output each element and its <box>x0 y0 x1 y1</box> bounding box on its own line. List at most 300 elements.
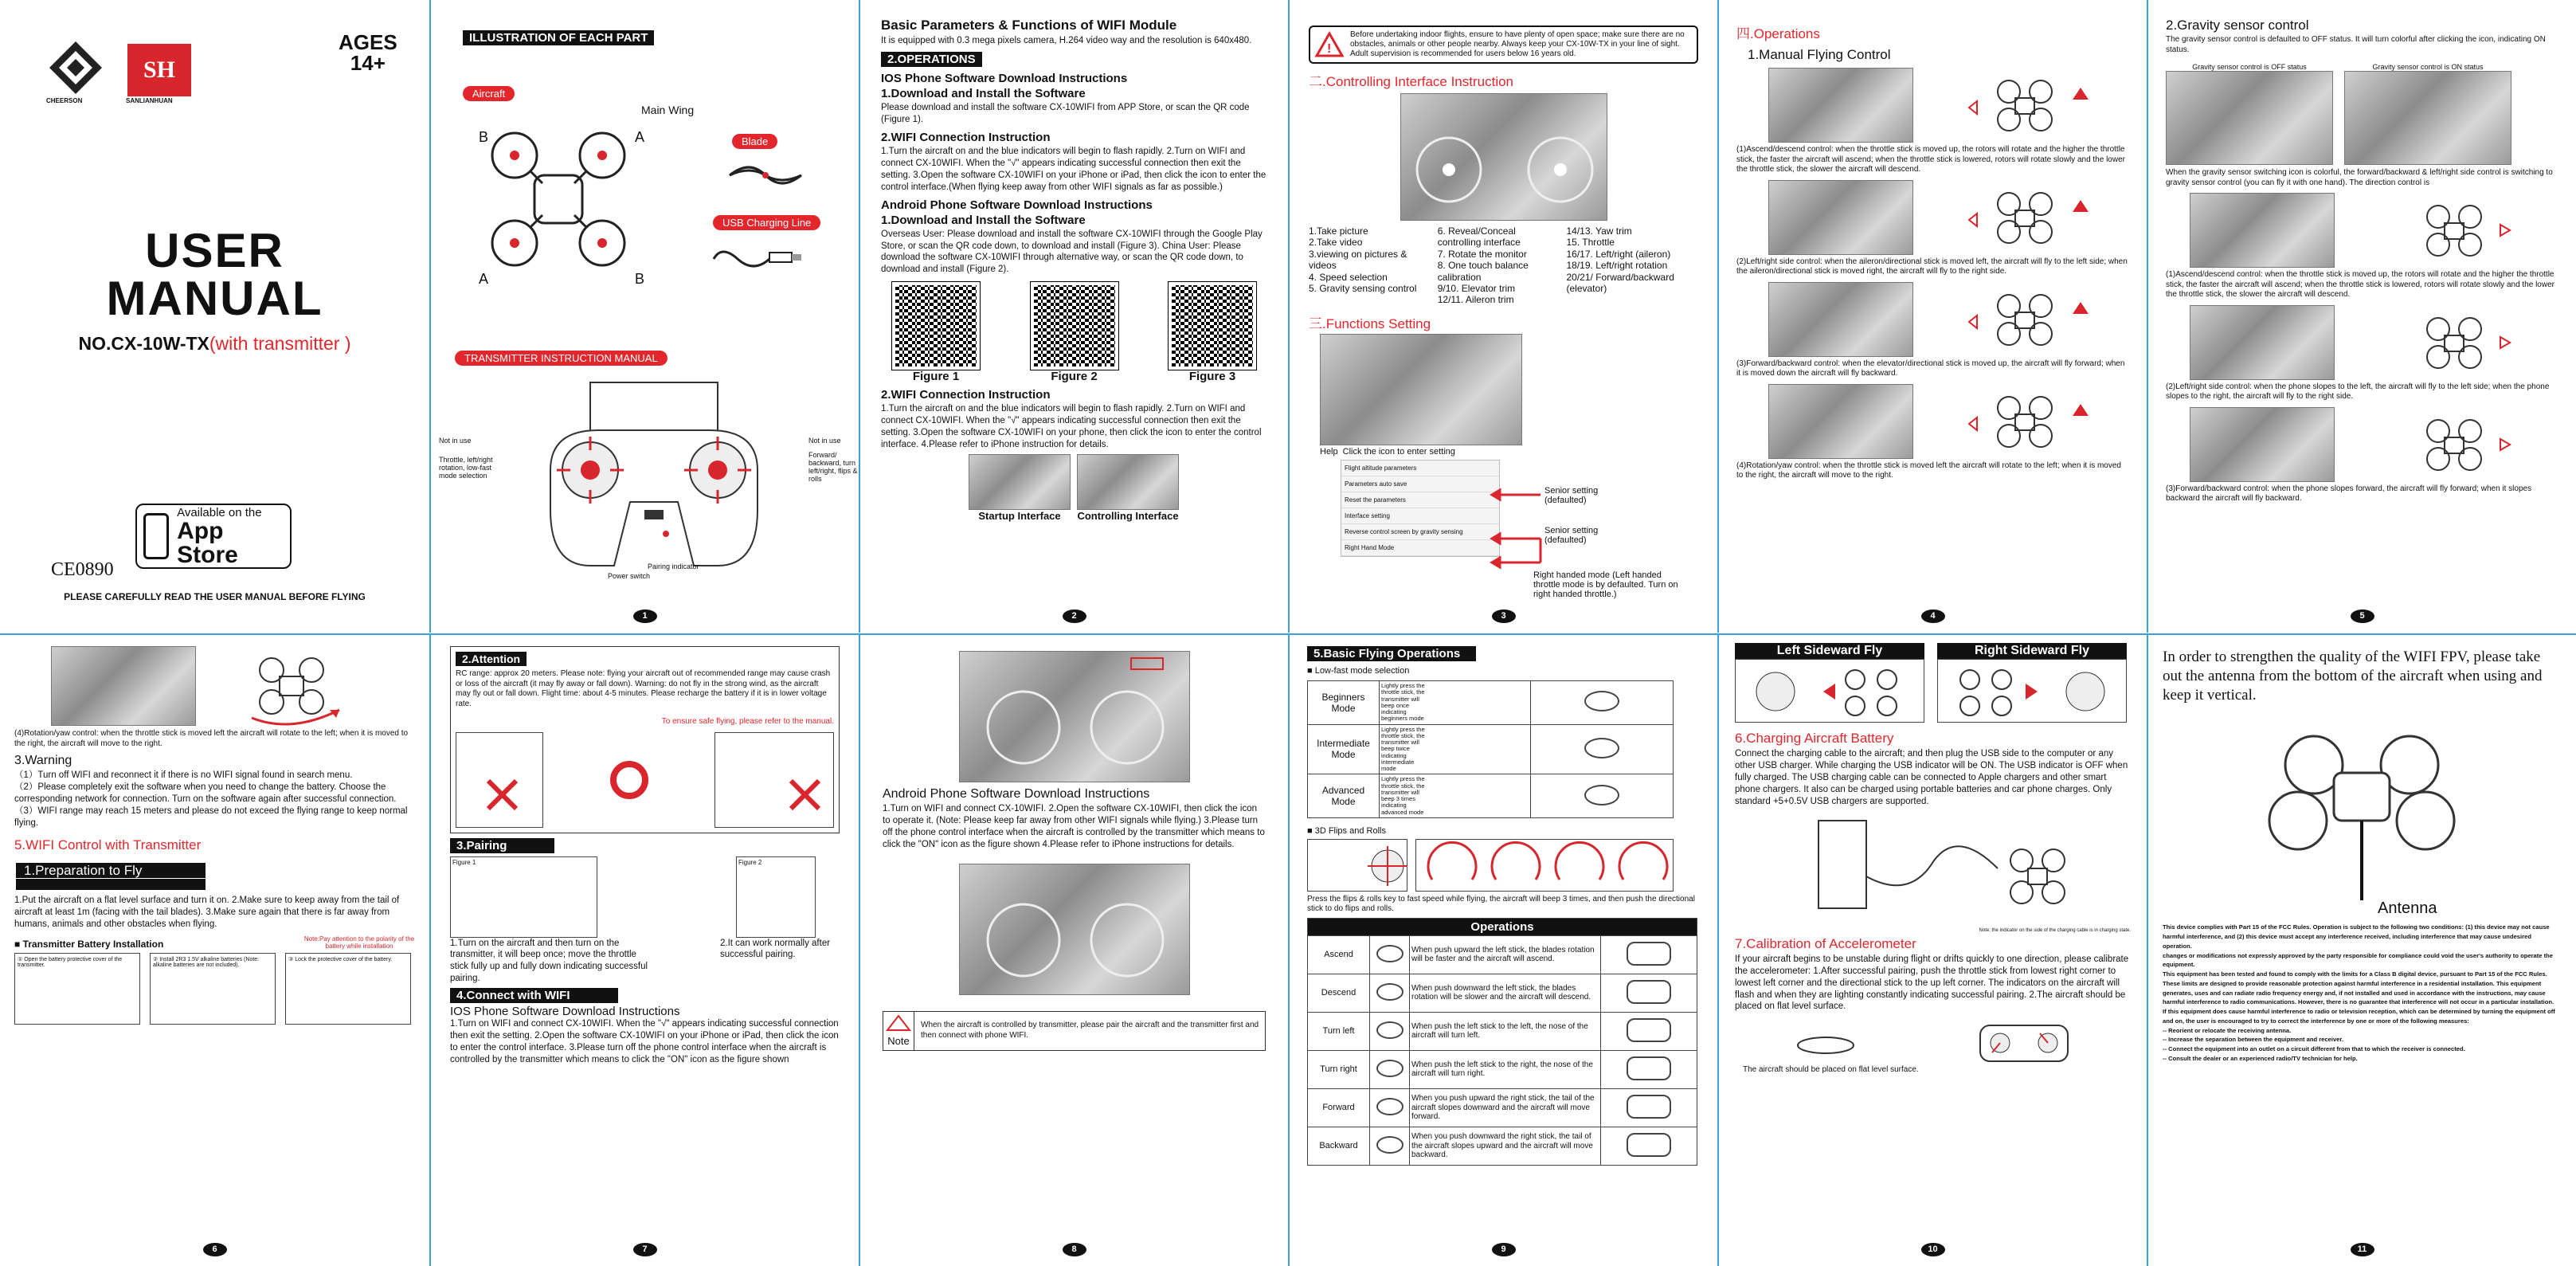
operation-desc: When push the left stick to the right, the nose of the aircraft will turn right. <box>1410 1050 1601 1088</box>
legend-item: 8. One touch balance calibration <box>1437 260 1529 283</box>
aircraft-label: Aircraft <box>463 86 515 101</box>
battery-steps <box>14 953 415 1025</box>
gravity-screenshot <box>2190 193 2335 268</box>
page-number: 1 <box>633 609 657 623</box>
wifi-text: 1.Turn the aircraft on and the blue indicators will begin to flash rapidly. 2.Turn on WIFI and connect CX-10WIFI. When the "√" appears indicating successful connection then exit the setting. 3.Open the software CX-10WIFI on your iPhone or iPad, then click the icon to enter the control interface.(When flying keep away from other WIFI signals as far as possible.) <box>881 146 1266 192</box>
android-text: 1.Turn on WIFI and connect CX-10WIFI. 2.Open the software CX-10WIFI, then click the icon to operate it. (Note: Please keep far away from other WIFI signals while flying.) 3.Please turn off the phone control interface when the aircraft is controlled by the transmitter which means to click the "ON" icon as the figure shown 4.Please refer to iPhone instructions for details. <box>883 804 1265 849</box>
mode-row <box>1308 774 1674 818</box>
transmitter-diagram <box>503 374 805 582</box>
modes-table <box>1307 680 1674 818</box>
ios-download-title: IOS Phone Software Download Instructions <box>450 1005 680 1019</box>
low-fast-title: ■ Low-fast mode selection <box>1307 666 1410 676</box>
fcc-measure-1: -- Reorient or relocate the receiving antenna. <box>2163 1026 2292 1034</box>
flips-title: ■ 3D Flips and Rolls <box>1307 825 1386 836</box>
operation-tx-cell <box>1601 974 1697 1012</box>
panel-controlling <box>1288 0 1717 633</box>
label-a-top: A <box>635 129 645 145</box>
operation-desc: When push upward the left stick, the blades rotation will be faster and the aircraft will ascend. <box>1410 935 1601 974</box>
not-in-use-left: Not in use <box>439 437 472 445</box>
antenna-drone-diagram <box>2163 709 2561 908</box>
charging-diagram <box>1735 813 2125 924</box>
flips-tx-diagram <box>1307 839 1407 892</box>
battery-note: Note:Pay attention to the polarity of the battery while installation <box>303 935 415 950</box>
mode-desc-cell <box>1380 774 1531 818</box>
help-row <box>1320 447 1698 457</box>
operation-tx-icon <box>1627 942 1671 966</box>
settings-menu-item: Right Hand Mode <box>1341 540 1499 556</box>
tx-header: TRANSMITTER INSTRUCTION MANUAL <box>455 351 667 366</box>
mode-desc: Lightly press the throttle stick, the transmitter will beep 3 times indicating advanced mode <box>1381 775 1425 816</box>
operation-row <box>1736 384 2129 481</box>
gravity-status-row <box>2166 63 2558 165</box>
operation-name: Ascend <box>1308 935 1370 974</box>
drone-direction-diagram <box>1953 180 2096 255</box>
controlling-label: Controlling Interface <box>1077 510 1179 523</box>
warning-3: （3）WIFI range may reach 15 meters and please do not exceed the flying range to keep normal flying. <box>14 805 408 828</box>
operation-row <box>1736 282 2129 379</box>
connect-wifi-text: 1.Turn on WIFI and connect CX-10WIFI. When the "√" appears indicating successful connection then exit the setting. 2.Open the software CX-10WIFI on your iPhone or iPad, then click the icon to enter the control interface. 3.Please turn off the phone control interface when the aircraft is controlled by the transmitter which means to click the "ON" icon as the figure shown <box>450 1019 839 1065</box>
legend-item: 9/10. Elevator trim <box>1437 282 1516 294</box>
gravity-switch-text: When the gravity sensor switching icon is colorful, the forward/backward & left/right side control is switching to gravity sensor control (you can fly it with one hand). The direction control is <box>2166 168 2553 187</box>
download2-text: Overseas User: Please download and install the software CX-10WIFI through the Google Play Store, or scan the QR code down, to download and install (Figure 3). China User: Please download the software CX-10WIFI through alternative way, or scan the QR code down, to download and install (Figure 2). <box>881 229 1263 275</box>
warning-box <box>1309 25 1698 64</box>
fcc-measure-3: -- Connect the equipment into an outlet on a circuit different from that to which the receiver is connected. <box>2163 1045 2465 1053</box>
operation-row <box>1308 1088 1697 1127</box>
legend-item: 3.viewing on pictures & videos <box>1309 248 1407 272</box>
legend-item: 15. Throttle <box>1566 237 1615 249</box>
qr-code-2[interactable] <box>1031 282 1118 370</box>
settings-menu-item: Parameters auto save <box>1341 476 1499 492</box>
cover-footer: PLEASE CAREFULLY READ THE USER MANUAL BEFORE FLYING <box>64 591 366 602</box>
panel-charging <box>1717 633 2147 1266</box>
gravity-text: (3)Forward/backward control: when the phone slopes forward, the aircraft will fly forward; when it slopes backward the aircraft will fly backward. <box>2166 484 2532 503</box>
mode-desc-cell <box>1380 724 1531 774</box>
preparation-title <box>16 863 206 890</box>
rotation-figures <box>51 646 415 726</box>
preparation-text: 1.Put the aircraft on a flat level surface and turn it on. 2.Make sure to keep away from the tail of aircraft at least 1m (facing with the tail blades). 3.Make sure again that there is far away from humans, animals and other obstacles when flying. <box>14 895 400 929</box>
charging-note: Note: the indicator on the side of the charging cable is in charging state. <box>1979 927 2131 933</box>
qr-row <box>881 282 1267 383</box>
warning-title: 3.Warning <box>14 754 72 767</box>
figure-3-label: Figure 3 <box>1188 370 1236 384</box>
ios-title: IOS Phone Software Download Instructions <box>881 71 1128 85</box>
operation-row <box>1736 68 2129 175</box>
left-sideward-label: Left Sideward Fly <box>1735 643 1924 659</box>
blade-label: Blade <box>732 134 777 149</box>
android-title: Android Phone Software Download Instructions <box>883 787 1150 801</box>
wifi-title: 2.WIFI Connection Instruction <box>881 130 1051 144</box>
drone-direction-diagram <box>1953 68 2096 143</box>
gravity-text: (2)Left/right side control: when the phone slopes to the left, the aircraft will fly to the left side; when the phone slopes to the right, the aircraft will fly to the right side. <box>2166 382 2550 401</box>
operation-drone-icon <box>1376 945 1403 962</box>
left-sideward-box <box>1735 643 1924 723</box>
startup-label: Startup Interface <box>978 510 1061 523</box>
operation-tx-cell <box>1601 1088 1697 1127</box>
title-user: USER <box>145 224 284 277</box>
operation-screenshot <box>1768 384 1913 459</box>
legend-item: 6. Reveal/Conceal controlling interface <box>1437 225 1521 249</box>
ce-mark: CE0890 <box>51 559 114 580</box>
fcc-4: If this equipment does cause harmful interference to radio or television reception, which can be determined by turning the equipment off and on, the user is encouraged to try to correct the interference by one or more of the following measures: <box>2163 1008 2555 1025</box>
antenna-label: Antenna <box>2378 900 2437 918</box>
operation-desc: When you push downward the right stick, the tail of the aircraft slopes upward and the aircraft will move backward. <box>1410 1127 1601 1165</box>
sanlianhuan-logo: SH <box>127 44 191 96</box>
note-label: Note <box>887 1034 910 1047</box>
flips-diagrams <box>1307 839 1700 892</box>
flips-drone-sequence <box>1415 839 1674 892</box>
pairing-figure-1-label: Figure 1 <box>452 858 476 866</box>
page-number: 11 <box>2351 1243 2374 1256</box>
left-stick-desc: Throttle, left/right rotation, low-fast mode selection <box>439 456 493 480</box>
safety-img-3 <box>714 732 834 828</box>
mode-row <box>1308 681 1674 725</box>
battery-step-1-text: ① Open the battery protective cover of the transmitter. <box>18 956 123 968</box>
calibration-title: 7.Calibration of Accelerometer <box>1735 935 1916 951</box>
download-title: 1.Download and Install the Software <box>881 86 1086 100</box>
operation-icon-cell <box>1370 935 1410 974</box>
operation-drone-icon <box>1376 1098 1403 1115</box>
calibration-note: The aircraft should be placed on flat level surface. <box>1743 1065 1919 1075</box>
connect-wifi-title: 4.Connect with WIFI <box>450 988 618 1003</box>
legend-item: 4. Speed selection <box>1309 271 1388 283</box>
operation-tx-cell <box>1601 1050 1697 1088</box>
pairing-text-row <box>450 938 840 986</box>
mode-desc-cell <box>1380 681 1531 725</box>
senior-setting-2: Senior setting (defaulted) <box>1544 526 1599 545</box>
ages-number: 14+ <box>350 51 386 75</box>
controlling-screenshot <box>1077 454 1179 510</box>
warning-icon <box>1315 32 1344 57</box>
drone-direction-diagram <box>2382 407 2526 482</box>
right-sideward-diagram <box>1937 659 2127 723</box>
drone-direction-diagram <box>1953 384 2096 459</box>
operation-drone-icon <box>1376 1136 1403 1154</box>
page-number: 5 <box>2351 609 2374 623</box>
drone-direction-diagram <box>1953 282 2096 357</box>
legend-col-3 <box>1567 225 1698 306</box>
model-suffix: (with transmitter ) <box>209 333 351 354</box>
functions-screenshot <box>1320 334 1522 445</box>
warning-2: （2）Please completely exit the software when you need to change the battery. Choose the corresponding network for connection. Turn on the software again after successful connection. <box>14 782 397 804</box>
operation-row <box>1308 935 1697 974</box>
model-line <box>0 333 429 355</box>
calibration-drone <box>1794 1025 1858 1057</box>
mode-drone-cell <box>1531 774 1674 818</box>
legend-item: 2.Take video <box>1309 237 1363 249</box>
download2-title: 1.Download and Install the Software <box>881 213 1086 227</box>
aircraft-diagram <box>471 120 646 279</box>
pairing-figure-1 <box>450 856 597 938</box>
not-in-use-right: Not in use <box>808 437 841 445</box>
operation-tx-icon <box>1627 1095 1671 1119</box>
operation-screenshot <box>1768 282 1913 357</box>
panel-warning <box>0 633 429 1266</box>
legend-item: 16/17. Left/right (aileron) <box>1566 248 1671 260</box>
safety-img-1 <box>456 732 543 828</box>
warning-text: Before undertaking indoor flights, ensure to have plenty of open space; make sure there are no obstacles, animals or other people nearby. Always keep your CX-10W-TX in your line of sight. Adult supervision is recommended for users below 16 years old. <box>1350 30 1685 58</box>
sideward-row <box>1735 643 2131 723</box>
operation-text: (1)Ascend/descend control: when the throttle stick is moved up, the rotors will rotate and the higher the throttle stick, the faster the aircraft will ascend; when the throttle stick is lowered, rotors will rotate slowly and the lower the throttle stick, the slower the aircraft will descend. <box>1736 145 2125 174</box>
flips-text: Press the flips & rolls key to fast speed while flying, the aircraft will beep 3 times, and then push the directional stick to do flips and rolls. <box>1307 894 1695 914</box>
charging-text: Connect the charging cable to the aircraft; and then plug the USB side to the computer or any other USB charger. While charging the USB indicator will be ON. The USB indicator is OFF when fully charged. The USB charging cable can be connected to Apple chargers and other smart phone chargers. It also can be charged using portable batteries and car phone charges. Only standard +5+0.5V USB chargers are supported. <box>1735 749 2128 806</box>
usb-cable-icon <box>710 239 805 271</box>
note-badge <box>883 1012 914 1050</box>
operation-row <box>1736 180 2129 277</box>
main-wing-label: Main Wing <box>641 104 695 116</box>
usb-label: USB Charging Line <box>713 215 820 230</box>
battery-step-1 <box>14 953 140 1025</box>
operation-icon-cell <box>1370 1012 1410 1050</box>
fcc-2: changes or modifications not expressly approved by the party responsible for compliance could void the user's authority to operate the equipment. <box>2163 951 2554 969</box>
operations-table <box>1307 918 1697 1166</box>
fcc-measure-2: -- Increase the separation between the equipment and receiver. <box>2163 1036 2344 1044</box>
mode-drone-icon <box>1584 785 1619 805</box>
operation-tx-icon <box>1627 1056 1671 1080</box>
wifi-control-title: 5.WIFI Control with Transmitter <box>14 837 202 852</box>
warning-1: （1）Turn off WIFI and reconnect it if there is no WIFI signal found in search menu. <box>14 770 353 780</box>
operation-screenshot <box>1768 68 1913 143</box>
drone-direction-diagram <box>2382 305 2526 380</box>
operation-text: (2)Left/right side control: when the aileron/directional stick is moved left, the aircraft will fly to the left side; when the aileron/directional stick is moved right, the aircraft will fly to the right side. <box>1736 257 2128 276</box>
page-number: 7 <box>633 1243 657 1256</box>
gravity-on-label: Gravity sensor control is ON status <box>2372 63 2484 71</box>
operation-figures <box>1768 180 2129 255</box>
legend-item: 5. Gravity sensing control <box>1309 282 1417 294</box>
gravity-screenshot <box>2190 305 2335 380</box>
pairing-figure-2-label: Figure 2 <box>738 858 762 866</box>
safe-flying-note: To ensure safe flying, please refer to the manual. <box>661 717 834 726</box>
fcc-1: This device complies with Part 15 of the FCC Rules. Operation is subject to the following two conditions: (1) this device may not cause harmful interference, and (2) this device must accept any interference received, including interference that may cause undesired operation. <box>2163 923 2550 950</box>
control-legend <box>1309 225 1698 306</box>
operation-tx-cell <box>1601 935 1697 974</box>
operation-row <box>1308 1050 1697 1088</box>
fcc-measure-4: -- Consult the dealer or an experienced radio/TV technician for help. <box>2163 1054 2358 1062</box>
mode-name: Intermediate Mode <box>1308 724 1380 774</box>
model-number: NO.CX-10W-TX <box>78 333 209 354</box>
page-number: 6 <box>203 1243 227 1256</box>
operation-tx-cell <box>1601 1012 1697 1050</box>
settings-arrows <box>1489 483 1544 570</box>
controlling-interface-screenshot <box>1400 93 1607 221</box>
functions-title: 三.Functions Setting <box>1309 316 1431 331</box>
page-number: 2 <box>1063 609 1086 623</box>
note-text: When the aircraft is controlled by transmitter, please pair the aircraft and the transmitter first and then connect with phone WIFI. <box>921 1021 1259 1040</box>
operation-icon-cell <box>1370 1127 1410 1165</box>
panel-basic-flying <box>1288 633 1717 1266</box>
mode-drone-icon <box>1584 691 1619 711</box>
operation-name: Backward <box>1308 1127 1370 1165</box>
basic-params-text: It is equipped with 0.3 mega pixels camera, H.264 video way and the resolution is 640x480. <box>881 36 1252 45</box>
attention-title: 2.Attention <box>456 652 527 666</box>
rotation-drone-diagram <box>228 646 355 726</box>
battery-step-3-text: ③ Lock the protective cover of the battery. <box>288 956 393 962</box>
operation-text: (4)Rotation/yaw control: when the throttle stick is moved left the aircraft will rotate to the left; when it is moved to the right, the aircraft will move to the right. <box>1736 461 2121 480</box>
antenna-intro: In order to strengthen the quality of the WIFI FPV, please take out the antenna from the bottom of the aircraft when using and keep it vertical. <box>2163 649 2543 704</box>
gravity-text: (1)Ascend/descend control: when the throttle stick is moved up, the rotors will rotate and the higher the throttle stick, the faster the aircraft will ascend; when the throttle stick is lowered, rotors will rotate slowly and the lower the throttle stick, the slower the aircraft will descend. <box>2166 270 2554 299</box>
operation-name: Descend <box>1308 974 1370 1012</box>
mode-row <box>1308 724 1674 774</box>
startup-screenshot <box>969 454 1071 510</box>
operation-drone-icon <box>1376 1060 1403 1077</box>
gravity-figures <box>2190 407 2558 482</box>
panel-cover <box>0 0 429 633</box>
legend-col-1 <box>1309 225 1433 306</box>
legend-item: 20/21/ Forward/backward (elevator) <box>1566 271 1674 294</box>
calibration-text: If your aircraft begins to be unstable during flight or drifts quickly to one direction, please calibrate the accelerometer: 1.After successful pairing, push the throttle stick from lowest right corner to lowest left corner and the directional stick to the up left corner. The indicators on the aircraft will flash and when they are lighting constantly indicating successful pairing. 2.The aircraft should be placed on flat level surface. <box>1735 954 2129 1012</box>
calibration-diagrams <box>1735 1017 2131 1065</box>
preparation-title-text: 1.Preparation to Fly <box>16 863 206 878</box>
operations-tag: 2.OPERATIONS <box>881 52 982 67</box>
help-label: Help <box>1320 446 1338 457</box>
operation-icon-cell <box>1370 1050 1410 1088</box>
pairing-text-1: 1.Turn on the aircraft and then turn on the transmitter, it will beep once; move the throttle stick fully up and fully down indicating successful pairing. <box>450 938 648 984</box>
panel-operations <box>1717 0 2147 633</box>
pairing-text-2: 2.It can work normally after successful pairing. <box>720 938 831 960</box>
operation-name: Forward <box>1308 1088 1370 1127</box>
mode-drone-icon <box>1584 738 1619 758</box>
legend-item: 18/19. Left/right rotation <box>1566 260 1668 272</box>
operation-row <box>1308 974 1697 1012</box>
label-b-bottom: B <box>635 271 645 287</box>
fcc-statement <box>2163 923 2562 1063</box>
ages-label: AGES <box>339 30 397 54</box>
mode-drone-cell <box>1531 724 1674 774</box>
operation-tx-icon <box>1627 1133 1671 1157</box>
gravity-title: 2.Gravity sensor control <box>2166 18 2309 33</box>
figure-2-label: Figure 2 <box>1051 370 1098 384</box>
operation-tx-icon <box>1627 980 1671 1004</box>
attention-box <box>450 646 840 833</box>
pairing-figures <box>450 856 840 938</box>
battery-step-2-text: ② Install 2R3 1.5V alkaline batteries (Note: alkaline batteries are not included). <box>153 956 260 968</box>
pairing-figure-2 <box>736 856 816 938</box>
settings-menu <box>1341 460 1500 557</box>
page-number: 10 <box>1921 1243 1945 1256</box>
help-note: Click the icon to enter setting <box>1342 446 1455 457</box>
mode-name: Advanced Mode <box>1308 774 1380 818</box>
operation-desc: When you push upward the right stick, the tail of the aircraft slopes downward and the aircraft will move forward. <box>1410 1088 1601 1127</box>
interface-thumbs <box>969 454 1267 522</box>
wifi2-title: 2.WIFI Connection Instruction <box>881 388 1051 402</box>
operation-icon-cell <box>1370 1088 1410 1127</box>
panel-gravity <box>2147 0 2576 633</box>
legend-col-2 <box>1438 225 1562 306</box>
parts-header: ILLUSTRATION OF EACH PART <box>463 30 654 45</box>
gravity-on-screenshot <box>2344 71 2511 165</box>
operation-drone-icon <box>1376 983 1403 1001</box>
panel-android <box>859 633 1288 1266</box>
gravity-intro: The gravity sensor control is defaulted to OFF status. It will turn colorful after clicking the icon, indicating ON status. <box>2166 35 2546 54</box>
page-number: 9 <box>1492 1243 1516 1256</box>
right-sideward-label: Right Sideward Fly <box>1937 643 2127 659</box>
operation-tx-cell <box>1601 1127 1697 1165</box>
page-number: 4 <box>1921 609 1945 623</box>
qr-code-1[interactable] <box>892 282 980 370</box>
title-manual: MANUAL <box>106 272 323 325</box>
settings-menu-item: Interface setting <box>1341 508 1499 524</box>
android-title: Android Phone Software Download Instructions <box>881 198 1153 212</box>
fcc-3: This equipment has been tested and found to comply with the limits for a Class B digital device, pursuant to Part 15 of the FCC Rules. These limits are designed to provide reasonable protection against harmful interference in a residential installation. This equipment generates, uses and can radiate radio frequency energy and, if not installed and used in accordance with the instructions, may cause harmful interference to radio communications. However, there is no guarantee that interference will not occur in a particular installation. <box>2163 970 2554 1006</box>
charging-title: 6.Charging Aircraft Battery <box>1735 731 1894 746</box>
right-sideward-box <box>1937 643 2127 723</box>
settings-menu-item: Reverse control screen by gravity sensing <box>1341 524 1499 540</box>
operation-desc: When push downward the left stick, the blades rotation will be slower and the aircraft will descend. <box>1410 974 1601 1012</box>
drone-direction-diagram <box>2382 193 2526 268</box>
operation-figures <box>1768 282 2129 357</box>
legend-item: 12/11. Aileron trim <box>1437 294 1514 306</box>
page-number: 3 <box>1492 609 1516 623</box>
operation-row <box>1308 1012 1697 1050</box>
operation-screenshot <box>1768 180 1913 255</box>
gravity-row <box>2166 407 2558 504</box>
age-badge <box>339 32 397 73</box>
left-sideward-diagram <box>1735 659 1924 723</box>
figure-1-label: Figure 1 <box>912 370 960 384</box>
operations-header: Operations <box>1308 918 1697 935</box>
operation-row <box>1308 1127 1697 1165</box>
mode-drone-cell <box>1531 681 1674 725</box>
gravity-off-label: Gravity sensor control is OFF status <box>2192 63 2307 71</box>
gravity-off-screenshot <box>2166 71 2333 165</box>
gravity-figures <box>2190 193 2558 268</box>
blade-icon <box>726 159 805 191</box>
qr-code-3[interactable] <box>1169 282 1256 370</box>
safety-illustrations <box>456 732 834 828</box>
brand-cheerson: CHEERSON <box>46 97 83 104</box>
basic-params-title: Basic Parameters & Functions of WIFI Module <box>881 18 1177 33</box>
page-number: 8 <box>1063 1243 1086 1256</box>
right-stick-desc: Forward/ backward, turn left/right, flips & rolls <box>808 451 858 483</box>
phone-icon <box>143 513 169 559</box>
operation-icon-cell <box>1370 974 1410 1012</box>
app-store-badge[interactable] <box>135 504 292 569</box>
mode-desc: Lightly press the throttle stick, the transmitter will beep twice indicating intermediate mode <box>1381 725 1425 772</box>
legend-item: 1.Take picture <box>1309 225 1368 237</box>
label-a-bottom: A <box>479 271 489 287</box>
cheerson-logo <box>48 40 104 96</box>
wifi2-text: 1.Turn the aircraft on and the blue indicators will begin to flash rapidly. 2.Turn on WIFI and connect CX-10WIFI. When the "√" appears indicating successful connection then exit the setting. 3.Open the software CX-10WIFI on your phone, then click the icon to enter the control interface. 4.Please refer to iPhone instruction for details. <box>881 404 1262 450</box>
gravity-figures <box>2190 305 2558 380</box>
gravity-row <box>2166 193 2558 300</box>
mode-name: Beginners Mode <box>1308 681 1380 725</box>
legend-item: 14/13. Yaw trim <box>1566 225 1632 237</box>
battery-title: ■ Transmitter Battery Installation <box>14 938 164 950</box>
app-store-small: Available on the <box>177 505 262 519</box>
settings-menu-item: Reset the parameters <box>1341 492 1499 508</box>
controlling-title: 二.Controlling Interface Instruction <box>1309 74 1514 89</box>
battery-step-2 <box>150 953 276 1025</box>
operation-drone-icon <box>1376 1021 1403 1039</box>
android-screenshot-1 <box>959 651 1190 782</box>
basic-flying-title: 5.Basic Flying Operations <box>1307 646 1476 661</box>
panel-parts <box>429 0 859 633</box>
battery-step-3 <box>285 953 411 1025</box>
panel-attention <box>429 633 859 1266</box>
rotation-screenshot <box>51 646 196 726</box>
warning-icon <box>887 1015 910 1031</box>
android-screenshot-2 <box>959 864 1190 995</box>
panel-wifi-basic <box>859 0 1288 633</box>
label-b-top: B <box>479 129 489 145</box>
brand-sanlianhuan: SANLIANHUAN <box>126 97 173 104</box>
manual-flying-title: 1.Manual Flying Control <box>1748 47 1891 62</box>
download-text: Please download and install the software CX-10WIFI from APP Store, or scan the QR code (Figure 1). <box>881 102 1250 124</box>
right-hand-mode-note: Right handed mode (Left handed throttle mode is by defaulted. Turn on right handed throttle.) <box>1533 570 1678 599</box>
pairing-title: 3.Pairing <box>450 838 554 853</box>
operation-text: (3)Forward/backward control: when the elevator/directional stick is moved up, the aircraft will fly forward; when it is moved down the aircraft will fly backward. <box>1736 359 2125 378</box>
calibration-transmitter <box>1976 1017 2072 1065</box>
legend-item: 7. Rotate the monitor <box>1437 248 1527 260</box>
